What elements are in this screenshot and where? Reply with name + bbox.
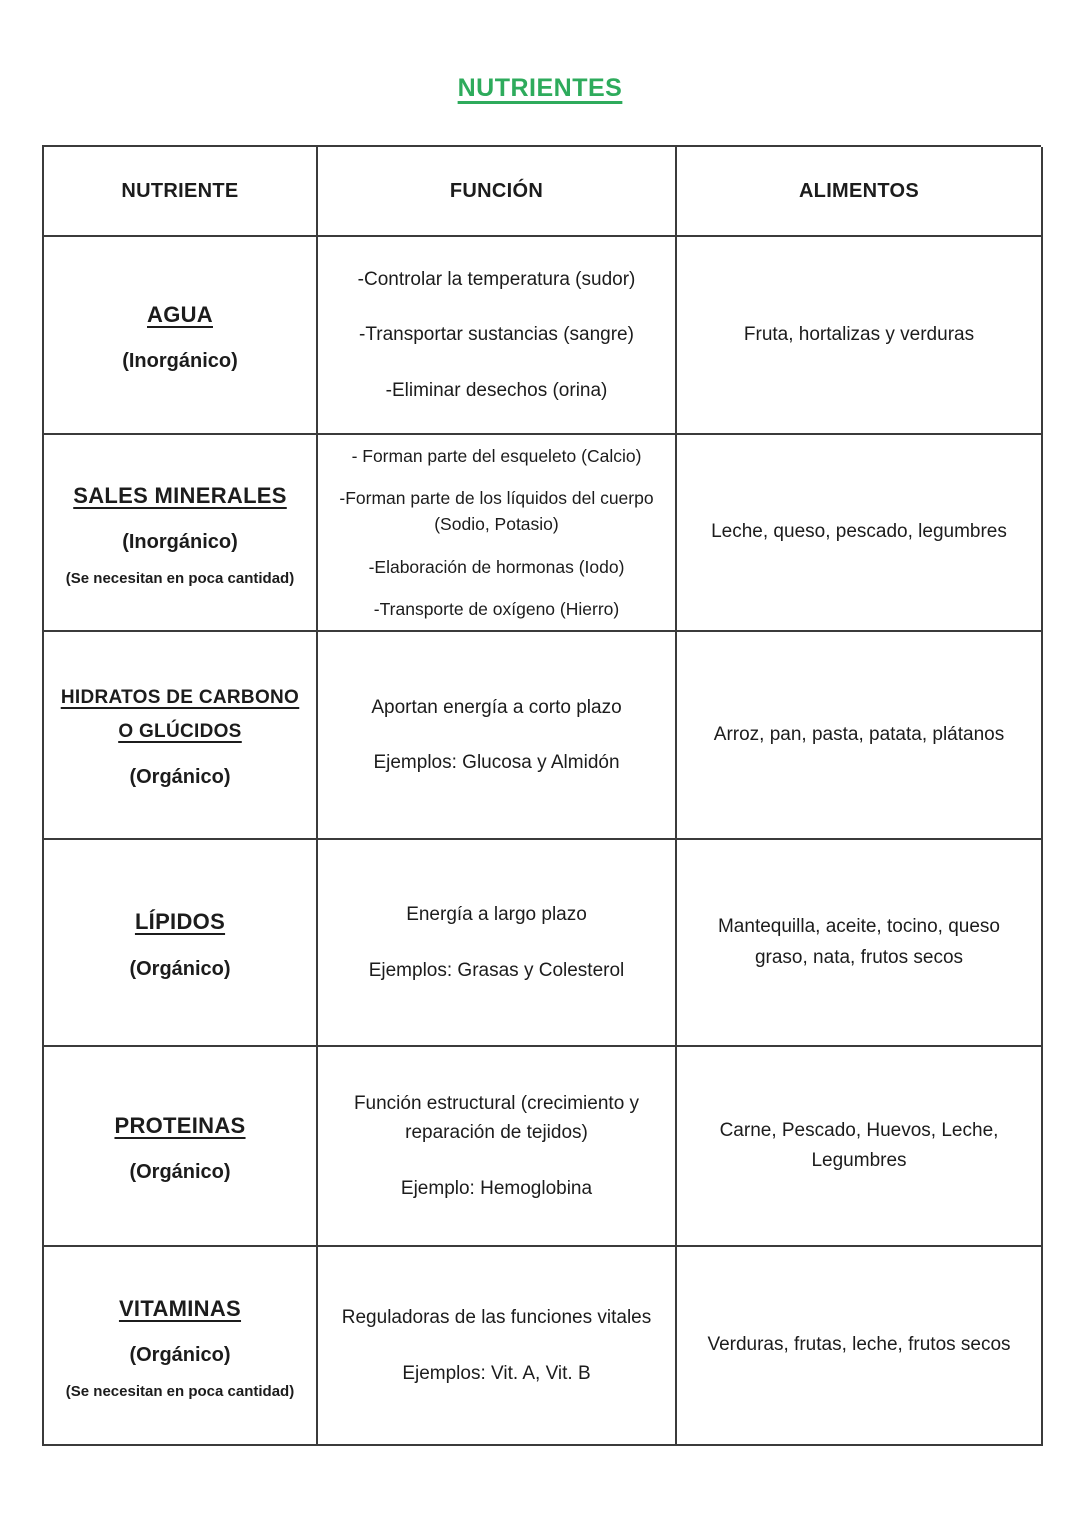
- function-cell-proteinas: [318, 1047, 677, 1247]
- foods-text: Leche, queso, pescado, legumbres: [711, 521, 1007, 543]
- nutrient-name: LÍPIDOS: [134, 909, 226, 935]
- nutrient-name-line2: O GLÚCIDOS: [118, 720, 242, 742]
- nutrient-note: (Se necesitan en poca cantidad): [65, 1383, 295, 1401]
- function-cell-agua: [318, 237, 677, 435]
- nutrients-table: [42, 145, 1041, 1446]
- foods-text: Fruta, hortalizas y verduras: [743, 323, 975, 345]
- nutrient-name-line1: HIDRATOS DE CARBONO: [60, 687, 300, 709]
- column-header-nutriente: NUTRIENTE: [44, 147, 318, 237]
- function-cell-sales-minerales: [318, 435, 677, 632]
- function-line: -Transporte de oxígeno (Hierro): [373, 598, 620, 619]
- nutrient-name: SALES MINERALES: [73, 482, 287, 508]
- function-line: -Elaboración de hormonas (Iodo): [368, 556, 625, 577]
- column-header-funcion: FUNCIÓN: [318, 147, 677, 237]
- function-line: -Eliminar desechos (orina): [385, 379, 608, 401]
- nutrient-type: (Inorgánico): [122, 531, 238, 554]
- function-line: Ejemplo: Hemoglobina: [400, 1177, 593, 1199]
- column-header-alimentos: ALIMENTOS: [677, 147, 1043, 237]
- function-cell-vitaminas: [318, 1247, 677, 1446]
- function-line: - Forman parte del esqueleto (Calcio): [351, 445, 642, 466]
- function-line: -Transportar sustancias (sangre): [359, 324, 634, 346]
- function-line: Ejemplos: Vit. A, Vit. B: [402, 1362, 591, 1384]
- function-line: Energía a largo plazo: [406, 904, 587, 926]
- nutrient-cell-proteinas: [44, 1047, 318, 1247]
- nutrient-type: (Orgánico): [129, 957, 231, 980]
- nutrient-type: (Orgánico): [129, 1344, 231, 1367]
- foods-cell-sales-minerales: [677, 435, 1043, 632]
- nutrient-type: (Orgánico): [129, 1161, 231, 1184]
- nutrient-cell-lipidos: [44, 840, 318, 1047]
- nutrient-name: [61, 681, 299, 748]
- foods-cell-vitaminas: [677, 1247, 1043, 1446]
- foods-text: Carne, Pescado, Huevos, Leche, Legumbres: [719, 1119, 999, 1171]
- foods-text: Mantequilla, aceite, tocino, queso graso, nata, frutos secos: [717, 916, 1000, 968]
- foods-cell-lipidos: [677, 840, 1043, 1047]
- function-cell-hidratos-de-carbono: [318, 632, 677, 840]
- nutrient-name: PROTEINAS: [114, 1112, 246, 1138]
- function-line: Ejemplos: Glucosa y Almidón: [373, 752, 620, 773]
- nutrient-cell-hidratos-de-carbono: [44, 632, 318, 840]
- nutrient-type: (Inorgánico): [122, 350, 238, 373]
- foods-cell-proteinas: [677, 1047, 1043, 1247]
- nutrient-note: (Se necesitan en poca cantidad): [65, 570, 295, 588]
- nutrient-type: (Orgánico): [129, 765, 231, 788]
- function-line: Reguladoras de las funciones vitales: [341, 1307, 652, 1329]
- nutrient-cell-vitaminas: [44, 1247, 318, 1446]
- nutrient-cell-sales-minerales: [44, 435, 318, 632]
- function-line: Ejemplos: Grasas y Colesterol: [368, 959, 625, 981]
- function-line: Función estructural (crecimiento y reparación de tejidos): [353, 1092, 640, 1144]
- nutrient-name: VITAMINAS: [118, 1295, 242, 1321]
- page-title: NUTRIENTES: [457, 74, 623, 102]
- function-line: -Forman parte de los líquidos del cuerpo (Sodio, Potasio): [339, 488, 654, 535]
- nutrient-name: AGUA: [147, 301, 213, 327]
- foods-cell-hidratos-de-carbono: [677, 632, 1043, 840]
- function-line: Aportan energía a corto plazo: [371, 696, 622, 718]
- function-line: -Controlar la temperatura (sudor): [357, 268, 636, 290]
- foods-cell-agua: [677, 237, 1043, 435]
- foods-text: Verduras, frutas, leche, frutos secos: [707, 1334, 1011, 1356]
- foods-text: Arroz, pan, pasta, patata, plátanos: [713, 723, 1005, 745]
- nutrient-cell-agua: [44, 237, 318, 435]
- function-cell-lipidos: [318, 840, 677, 1047]
